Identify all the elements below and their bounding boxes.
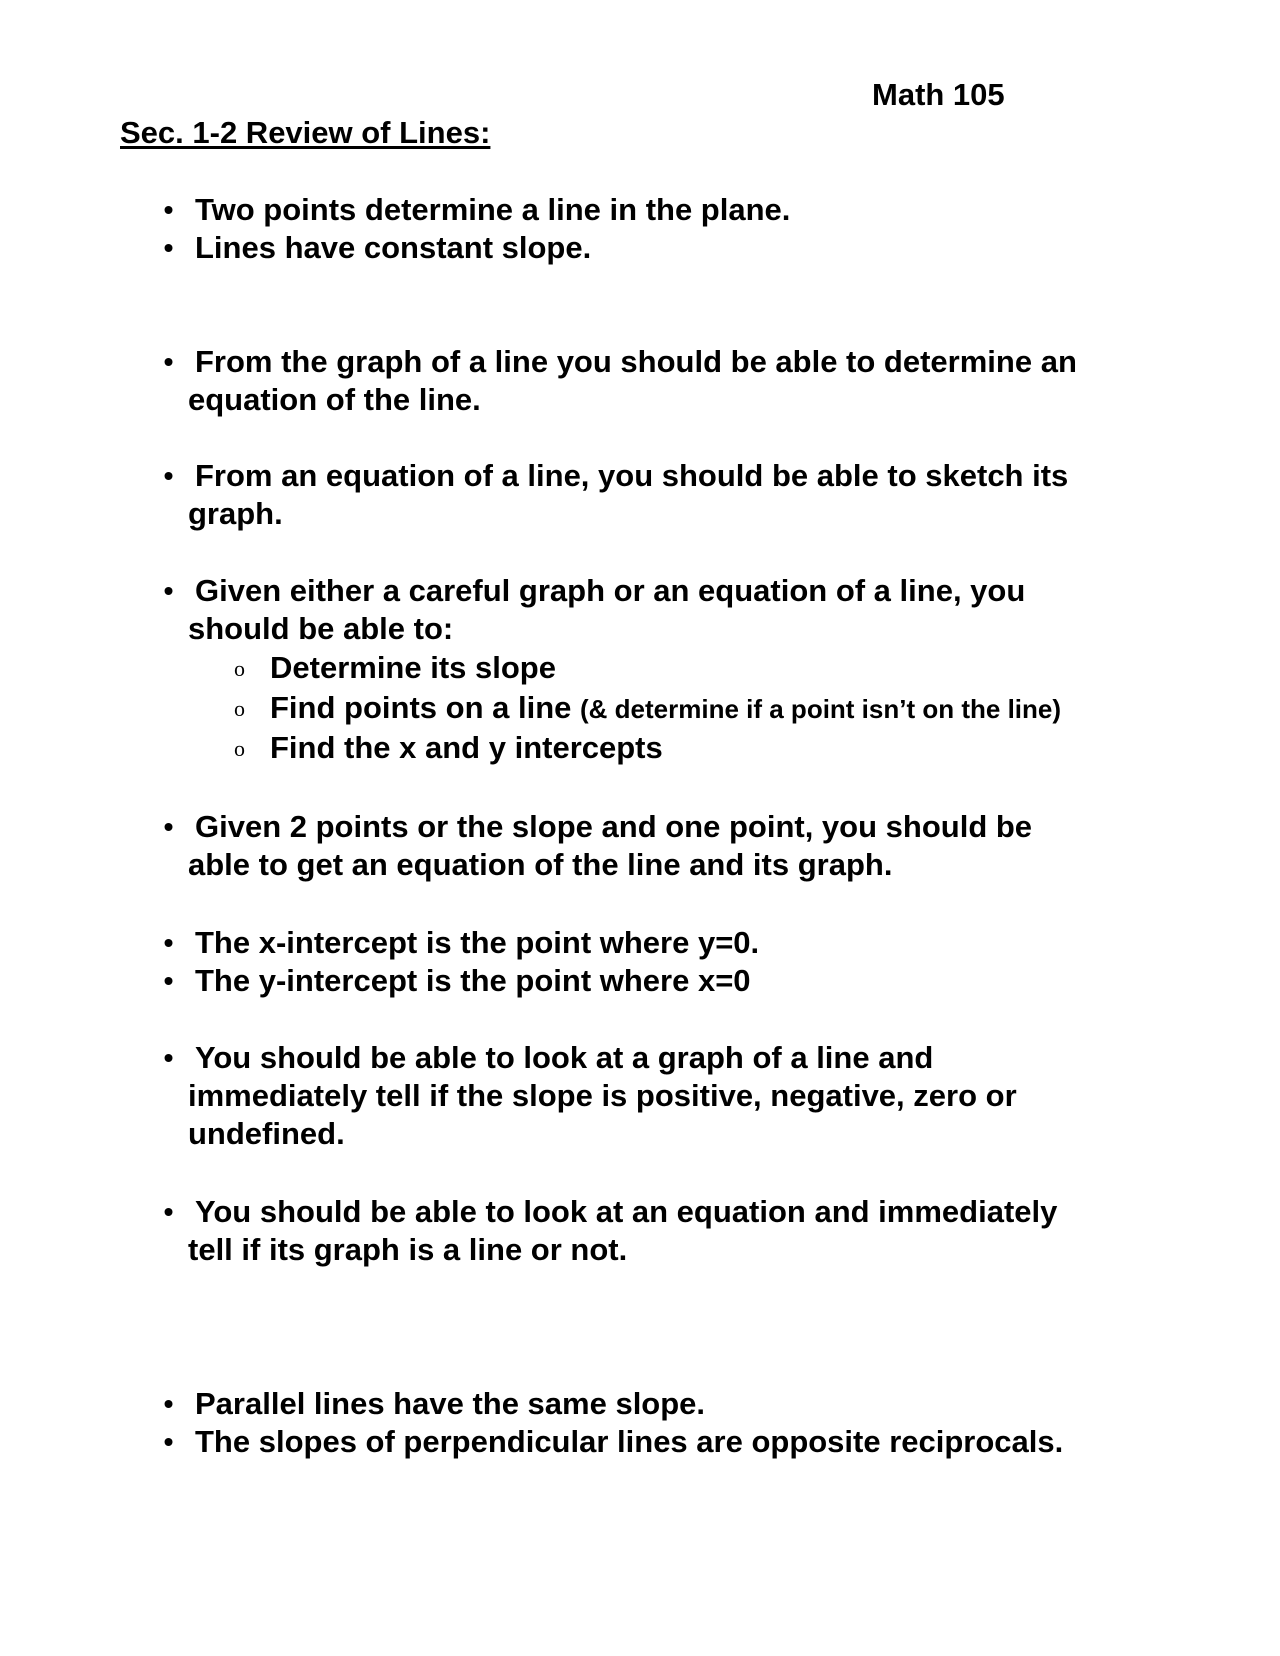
list-item-text: The x-intercept is the point where y=0. [195, 925, 760, 960]
list-item-line: You should be able to look at a graph of a line and [195, 1040, 934, 1075]
circle-bullet-icon: o [234, 656, 245, 681]
list-item-line: able to get an equation of the line and its graph. [188, 847, 893, 882]
bullet-icon: • [163, 232, 174, 263]
list-item [0, 229, 1148, 267]
circle-bullet-icon: o [234, 696, 245, 721]
list-item [0, 343, 1148, 419]
list-item-text: The slopes of perpendicular lines are opposite reciprocals. [195, 1424, 1064, 1459]
bullet-icon: • [163, 811, 174, 842]
bullet-group-equation-to-graph [0, 457, 1148, 533]
list-item-line: tell if its graph is a line or not. [188, 1232, 628, 1267]
bullet-icon: • [163, 1388, 174, 1419]
list-item-text: Parallel lines have the same slope. [195, 1386, 706, 1421]
bullet-group-skills [0, 572, 1148, 648]
list-item-line: You should be able to look at an equation and immediately [195, 1194, 1058, 1229]
bullet-icon: • [163, 194, 174, 225]
sub-item-text: Find the x and y intercepts [270, 730, 663, 765]
sub-item-text: Determine its slope [270, 650, 556, 685]
list-item-line: should be able to: [188, 611, 454, 646]
sub-list [0, 648, 1061, 768]
sub-item-text: Find points on a line [270, 690, 572, 725]
bullet-group-intercepts [0, 924, 1148, 1000]
sub-list-item [0, 688, 1061, 728]
bullet-icon: • [163, 575, 174, 606]
list-item-text: The y-intercept is the point where x=0 [195, 963, 751, 998]
bullet-icon: • [163, 1042, 174, 1073]
list-item-line: Given either a careful graph or an equation of a line, you [195, 573, 1026, 608]
bullet-icon: • [163, 965, 174, 996]
bullet-group-slope-sign [0, 1039, 1148, 1153]
list-item [0, 924, 1148, 962]
list-item-line: immediately tell if the slope is positive, negative, zero or [188, 1078, 1017, 1113]
list-item [0, 572, 1148, 648]
sub-item-note: (& determine if a point isn’t on the line) [580, 694, 1062, 724]
list-item [0, 962, 1148, 1000]
bullet-group-two-points [0, 808, 1148, 884]
bullet-icon: • [163, 1426, 174, 1457]
list-item-text: Two points determine a line in the plane. [195, 192, 791, 227]
list-item-line: From the graph of a line you should be able to determine an [195, 344, 1077, 379]
list-item-line: Given 2 points or the slope and one point, you should be [195, 809, 1033, 844]
bullet-group-line-or-not [0, 1193, 1148, 1269]
list-item [0, 1039, 1148, 1153]
list-item [0, 457, 1148, 533]
circle-bullet-icon: o [234, 736, 245, 761]
list-item [0, 1193, 1148, 1269]
list-item [0, 808, 1148, 884]
bullet-group-basics [0, 191, 1148, 267]
bullet-group-parallel-perpendicular [0, 1385, 1148, 1461]
list-item [0, 191, 1148, 229]
bullet-icon: • [163, 927, 174, 958]
list-item [0, 1423, 1148, 1461]
sub-list-item [0, 728, 1061, 768]
list-item-line: graph. [188, 496, 283, 531]
list-item-text: Lines have constant slope. [195, 230, 592, 265]
bullet-icon: • [163, 460, 174, 491]
section-heading: Sec. 1-2 Review of Lines: [120, 115, 491, 150]
list-item-line: From an equation of a line, you should be able to sketch its [195, 458, 1069, 493]
sub-list-item [0, 648, 1061, 688]
list-item [0, 1385, 1148, 1423]
bullet-icon: • [163, 346, 174, 377]
bullet-icon: • [163, 1196, 174, 1227]
bullet-group-graph-to-equation [0, 343, 1148, 419]
list-item-line: undefined. [188, 1116, 345, 1151]
course-title: Math 105 [872, 77, 1005, 112]
list-item-line: equation of the line. [188, 382, 481, 417]
